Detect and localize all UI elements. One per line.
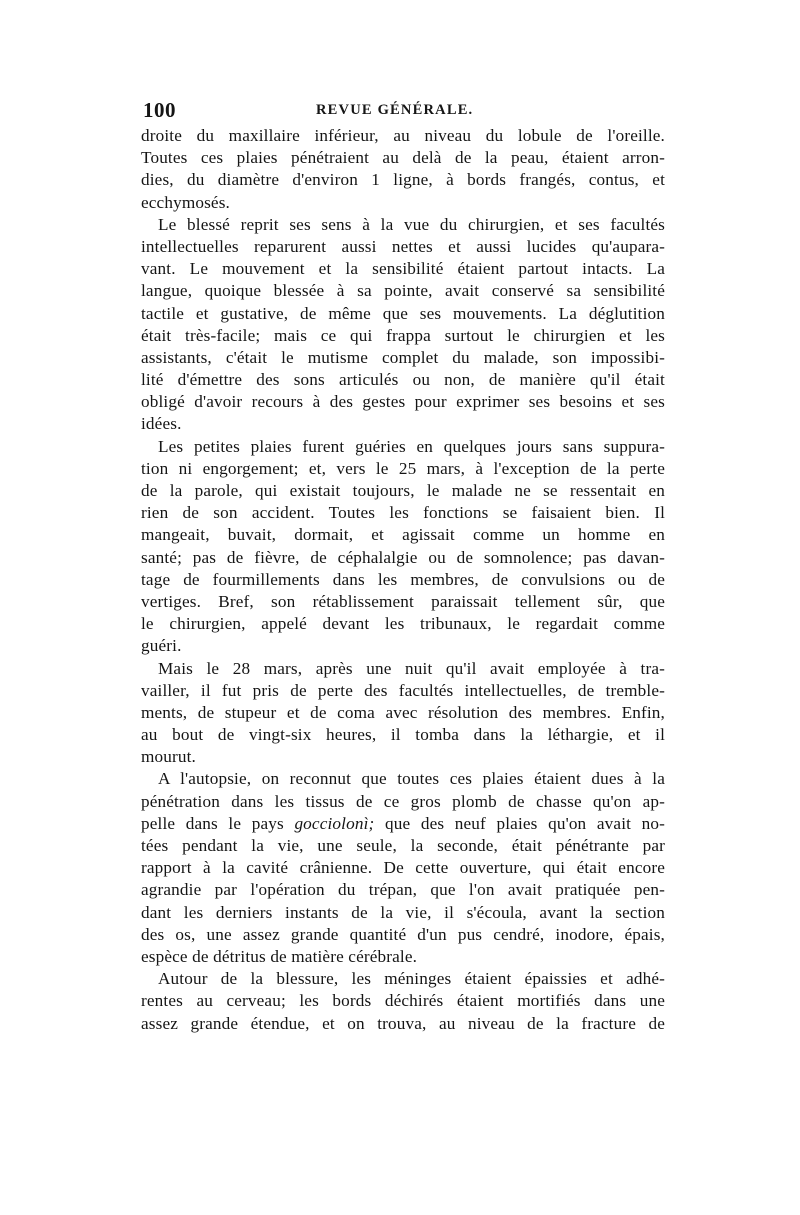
text-line: tage de fourmillements dans les membres, de convulsions ou de [141, 569, 665, 589]
text-line: tées pendant la vie, une seule, la seconde, était pénétrante par [141, 836, 665, 855]
page-number: 100 [143, 98, 176, 122]
paragraph-first-line: A l'autopsie, on reconnut que toutes ces plaies étaient dues à la [158, 769, 665, 789]
text-line: mourut. [141, 747, 196, 767]
text-line: langue, quoique blessée à sa pointe, avait conservé sa sensibilité [141, 281, 665, 301]
paragraph-first-line: Les petites plaies furent guéries en quelques jours sans suppura- [158, 436, 665, 456]
text-line: le chirurgien, appelé devant les tribunaux, le regardait comme [141, 614, 665, 634]
text-line: rien de son accident. Toutes les fonctions se faisaient bien. Il [141, 503, 665, 523]
text-line: mangeait, buvait, dormait, et agissait comme un homme en [141, 525, 665, 545]
text-segment: pelle dans le pays [141, 813, 295, 833]
text-line: vailler, il fut pris de perte des facultés intellectuelles, de tremble- [141, 680, 665, 700]
text-line: des os, une assez grande quantité d'un pus cendré, inodore, épais, [141, 924, 665, 944]
text-line: dant les derniers instants de la vie, il s'écoula, avant la section [141, 902, 665, 922]
text-line: dies, du diamètre d'environ 1 ligne, à bords frangés, contus, et [141, 170, 665, 190]
text-line: au bout de vingt-six heures, il tomba dans la léthargie, et il [141, 725, 665, 745]
paragraph-first-line: Le blessé reprit ses sens à la vue du chirurgien, et ses facultés [158, 214, 665, 234]
text-line: Toutes ces plaies pénétraient au delà de la peau, étaient arron- [141, 148, 665, 168]
text-line: tion ni engorgement; et, vers le 25 mars, à l'exception de la perte [141, 458, 665, 478]
text-line: pénétration dans les tissus de ce gros plomb de chasse qu'on ap- [141, 791, 665, 811]
body-text [141, 125, 665, 1035]
italic-term: gocciolonì; [294, 813, 375, 833]
text-segment: que des neuf plaies qu'on avait no- [374, 813, 665, 833]
text-line-with-italic [141, 813, 665, 835]
text-line: idées. [141, 414, 182, 434]
text-line: santé; pas de fièvre, de céphalalgie ou de somnolence; pas davan- [141, 547, 665, 567]
text-line: obligé d'avoir recours à des gestes pour exprimer ses besoins et ses [141, 392, 665, 412]
text-line: droite du maxillaire inférieur, au niveau du lobule de l'oreille. [141, 126, 665, 145]
text-line: vertiges. Bref, son rétablissement paraissait tellement sûr, que [141, 591, 665, 611]
text-line: rentes au cerveau; les bords déchirés étaient mortifiés dans une [141, 991, 665, 1011]
text-line: était très-facile; mais ce qui frappa surtout le chirurgien et les [141, 325, 665, 345]
page-header [143, 98, 663, 126]
text-line: assez grande étendue, et on trouva, au niveau de la fracture de [141, 1013, 665, 1033]
text-line: vant. Le mouvement et la sensibilité étaient partout intacts. La [141, 259, 665, 279]
paragraph-first-line: Autour de la blessure, les méninges étaient épaissies et adhé- [158, 969, 665, 989]
running-head: REVUE GÉNÉRALE. [316, 102, 474, 118]
text-line: de la parole, qui existait toujours, le malade ne se ressentait en [141, 481, 665, 500]
text-line: espèce de détritus de matière cérébrale. [141, 946, 418, 966]
text-line: tactile et gustative, de même que ses mouvements. La déglutition [141, 303, 665, 323]
text-line: agrandie par l'opération du trépan, que l'on avait pratiquée pen- [141, 880, 665, 900]
text-line: intellectuelles reparurent aussi nettes et aussi lucides qu'aupara- [141, 236, 665, 256]
text-line: rapport à la cavité crânienne. De cette ouverture, qui était encore [141, 858, 665, 878]
text-line: ecchymosés. [141, 192, 230, 212]
text-line: guéri. [141, 636, 182, 656]
paragraph-first-line: Mais le 28 mars, après une nuit qu'il avait employée à tra- [158, 658, 665, 678]
text-line: assistants, c'était le mutisme complet du malade, son impossibi- [141, 347, 665, 367]
text-line: ments, de stupeur et de coma avec résolution des membres. Enfin, [141, 702, 665, 722]
text-line: lité d'émettre des sons articulés ou non, de manière qu'il était [141, 370, 665, 390]
